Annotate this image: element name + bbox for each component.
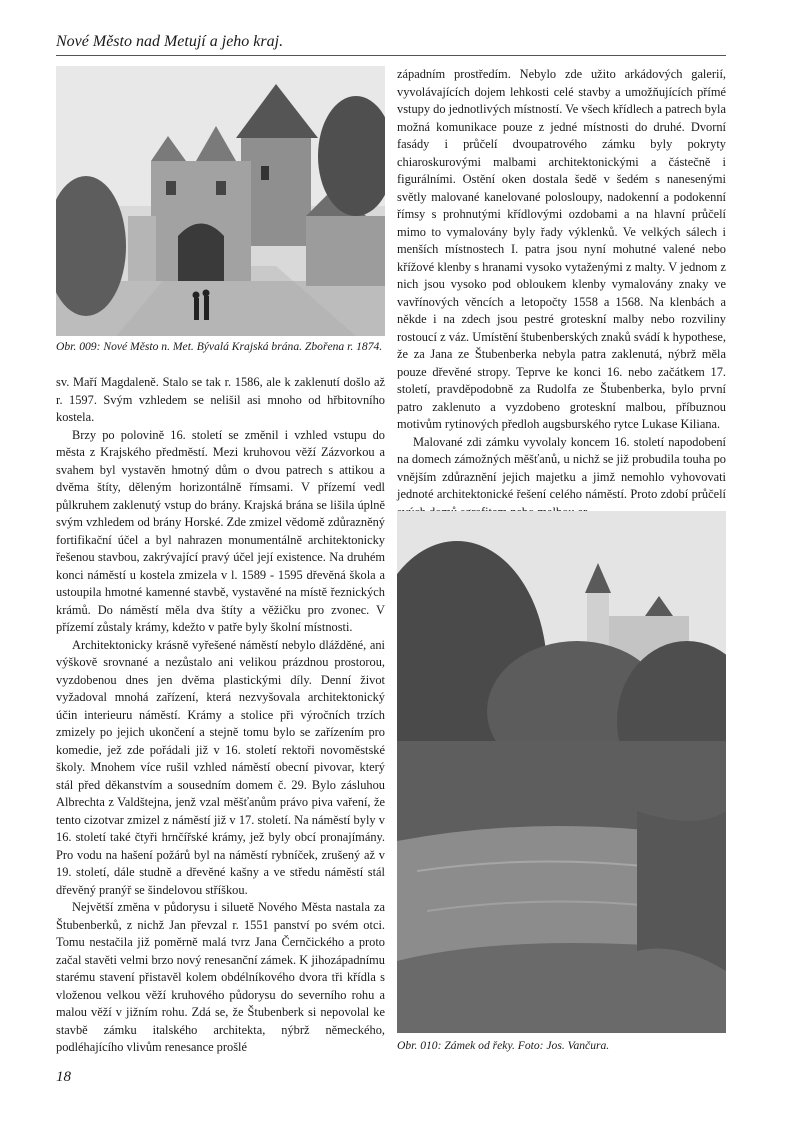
page-number: 18 xyxy=(56,1069,71,1085)
figure-gate-caption: Obr. 009: Nové Město n. Met. Bývalá Krajská brána. Zbořena r. 1874. xyxy=(56,340,383,353)
figure-castle-caption: Obr. 010: Zámek od řeky. Foto: Jos. Vančura. xyxy=(397,1039,610,1052)
figure-gate-image xyxy=(56,66,385,336)
paragraph: západním prostředím. Nebylo zde užito arkádových galerií, vyvolávajících dojem lehkosti celé stavby a umožňujících přímé vstupy do jednotlivých místností. Ve všech křídlech a patrech byla možná komunikace pouze z jedné místnosti do druhé. Dvorní fasády i průčelí dvoupatrového zámku byly pokryty chiaroskurovými malbami architektonickými a částečně i figurálními. Ostění oken dostala šedě v šedém s nanesenými světly malované kanelované polosloupy, nadokenní a podokenní římsy s prohnutými křídlovými ozdobami a na hlavní průčelí mimo to vymalovány byly řady výklenků. Ve velkých sálech i menších místnostech I. patra jsou nyní mohutné valené nebo křížové klenby s hranami vysoko vytaženými z malty. V jednom z nich jsou vysoko pod obloukem klenby vymalovány znaky ve vavřínových věncích a letopočty 1558 a 1568. Na klenbách a někde i na zdech jsou pestré groteskní malby nebo rozviliny rostoucí z váz. Umístění štubenberských znaků svádí k hypothese, že za Jana ze Štubenberka nebyla patra zaklenutá, nýbrž měla pouze dřevěné stropy. Teprve ke konci 16. nebo začátkem 17. století, pravděpodobně za Rudolfa ze Štubenberka, bylo první patro zaklenuto a vyzdobeno groteskní malbou, příbuznou motivům rytinových předloh augsburského rytce Lukase Kiliana. xyxy=(397,67,726,431)
header-rule xyxy=(56,55,726,56)
paragraph: Architektonicky krásně vyřešené náměstí nebylo dlážděné, ani výškově srovnané a nezůstalo ani velikou prázdnou prostorou, vyzdobenou dnes jen dvěma plastickými díly. Denní život vyžadoval mnohá zařízení, která nezvyšovala architektonický účin interieuru náměstí. Krámy a stolice při výročních trzích zmizely po jejich ukončení a stejně tomu bylo se zařízením pro komedie, jež zde pořádali již v 16. století rektoři novoměstské školy. Mnohem více rušil vzhled náměstí obecní pivovar, který stál před děkanstvím a sousedním domem č. 29. Bylo zásluhou Albrechta z Valdštejna, jenž vzal měšťanům právo piva vaření, že tento cizotvar zmizel z náměstí již v 17. století. Na náměstí byly v 16. století také čtyři hrnčířské krámy, jež byly obcí pronajímány. Pro vodu na hašení požárů byl na náměstí rybníček, zrušený až v 19. století, dále studně a dřevěné kašny a ve středu náměstí stál dřevěný pranýř se šindelovou stříškou. xyxy=(56,637,385,897)
right-column-text xyxy=(397,66,726,521)
paragraph: sv. Maří Magdaleně. Stalo se tak r. 1586, ale k zaklenutí došlo až r. 1597. Svým vzhledem se nelišil asi mnoho od hřbitovního kostela. xyxy=(56,375,385,424)
paragraph: Brzy po polovině 16. století se změnil i vzhled vstupu do města z Krajského předměstí. Mezi kruhovou věží Zázvorkou a svahem byl vystavěn hmotný dům o dvou patrech s attikou a dvěma štíty, děleným horizontálně římsami. V přízemí vedl půlkruhem zaklenutý vstup do brány. Krajská brána se lišila úplně svým vzhledem od brány Horské. Zde zmizel vědomě zdůrazněný fortifikační účel a byl nahrazen monumentálně architektonicky řešenou stavbou, zakrývající pravý účel její existence. Na druhém konci náměstí u kostela zmizela v l. 1589 - 1595 dřevěná škola a ustoupila hmotné kamenné stavbě, vystavěné na místě řeznických krámů. Do náměstí měla dva štíty a věžičku pro zvonec. V přízemí zůstaly krámy, kdežto v patře byly školní místnosti. xyxy=(56,427,385,634)
figure-castle-image xyxy=(397,511,726,1033)
paragraph: Malované zdi zámku vyvolaly koncem 16. století napodobení na domech zámožných měšťanů, u nichž se již probudila touha po vnějším zdůraznění jejich majetku a jimž nemohlo vyhovovati jednoté architektonické řešení celého náměstí. Proto zdobí průčelí xyxy=(397,434,726,501)
running-header: Nové Město nad Metují a jeho kraj. xyxy=(56,33,284,50)
paragraph: Největší změna v půdorysu i siluetě Nového Města nastala za Štubenberků, z nichž Jan převzal r. 1551 panství po svém otci. Tomu nestačila již poměrně malá tvrz Jana Černčického a proto začal stavěti velmi brzo nový renesanční zámek. K jihozápadnímu starému stavení přistavěl kolem obdélníkového dvora tři křídla s vloženou velkou věží kruhového půdorysu do severního rohu a malou věží v jižním rohu. Zdá se, že Štubenberk si nepovolal ke stavbě zámku italského architekta, nýbrž německého, podléhajícího vlivům renesance prošlé xyxy=(56,900,385,1054)
left-column-text xyxy=(56,374,385,1057)
